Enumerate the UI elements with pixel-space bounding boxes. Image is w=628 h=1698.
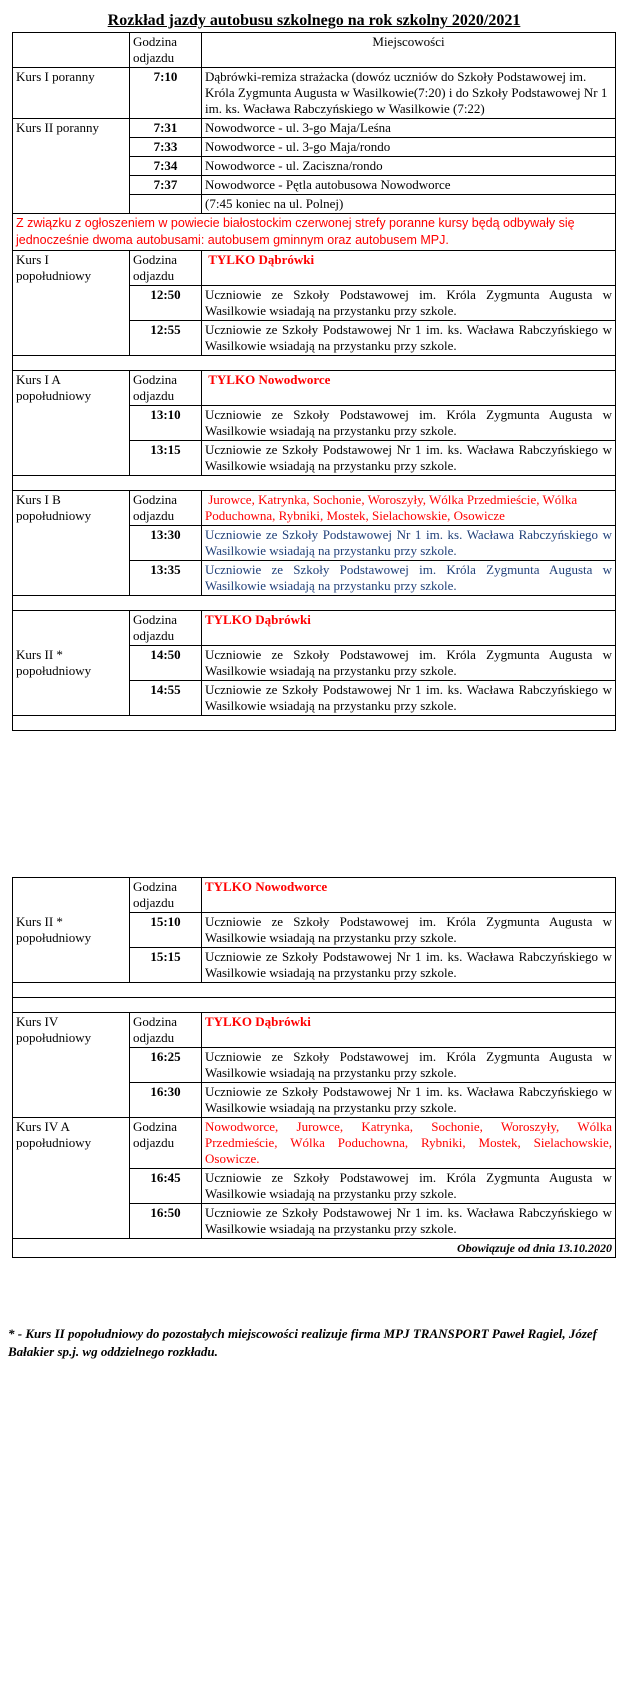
departure-time: 16:50 [130,1204,202,1239]
stop-description: Uczniowie ze Szkoły Podstawowej im. Króla Zygmunta Augusta w Wasilkowie wsiadają na przystanku przy szkole. [202,1048,616,1083]
table-row [13,611,616,646]
stop-description: Uczniowie ze Szkoły Podstawowej Nr 1 im. ks. Wacława Rabczyńskiego w Wasilkowie wsiadają na przystanku przy szkole. [202,441,616,476]
destination: TYLKO Dąbrówki [202,251,616,286]
table-header-row [13,33,616,68]
header-godzina: Godzina odjazdu [130,878,202,913]
kurs-label: Kurs I B popołudniowy [13,491,130,596]
valid-from: Obowiązuje od dnia 13.10.2020 [13,1239,616,1258]
table-row [13,878,616,913]
departure-time: 7:33 [130,138,202,157]
valid-from-row [13,1239,616,1258]
departure-time [130,195,202,214]
destination: TYLKO Nowodworce [202,371,616,406]
departure-time: 14:50 [130,646,202,681]
kurs-label: Kurs IV popołudniowy [13,1013,130,1118]
spacer-row [13,998,616,1013]
kurs-label: Kurs I A popołudniowy [13,371,130,476]
header-godzina: Godzina odjazdu [130,1013,202,1048]
spacer-row [13,596,616,611]
table-row [13,68,616,119]
stop-description: Nowodworce - ul. Zaciszna/rondo [202,157,616,176]
departure-time: 16:30 [130,1083,202,1118]
header-godzina: Godzina odjazdu [130,33,202,68]
departure-time: 15:10 [130,913,202,948]
departure-time: 13:10 [130,406,202,441]
table-row [13,1118,616,1169]
destination: Nowodworce, Jurowce, Katrynka, Sochonie, Woroszyły, Wólka Przedmieście, Wólka Poduchowna, Rybniki, Mostek, Sielachowskie, Osowicze. [202,1118,616,1169]
stop-description: Uczniowie ze Szkoły Podstawowej Nr 1 im. ks. Wacława Rabczyńskiego w Wasilkowie wsiadają na przystanku przy szkole. [202,1083,616,1118]
kurs-label: Kurs II * popołudniowy [13,611,130,716]
kurs-label: Kurs IV A popołudniowy [13,1118,130,1239]
stop-description: Uczniowie ze Szkoły Podstawowej im. Króla Zygmunta Augusta w Wasilkowie wsiadają na przystanku przy szkole. [202,406,616,441]
header-godzina: Godzina odjazdu [130,611,202,646]
header-godzina: Godzina odjazdu [130,251,202,286]
destination: TYLKO Dąbrówki [202,1013,616,1048]
departure-time: 16:45 [130,1169,202,1204]
spacer-row [13,716,616,731]
table-row [13,251,616,286]
table-row [13,1013,616,1048]
destination: Jurowce, Katrynka, Sochonie, Woroszyły, Wólka Przedmieście, Wólka Poduchowna, Rybniki, Mostek, Sielachowskie, Osowicze [202,491,616,526]
stop-description: Uczniowie ze Szkoły Podstawowej Nr 1 im. ks. Wacława Rabczyńskiego w Wasilkowie wsiadają na przystanku przy szkole. [202,526,616,561]
page-title: Rozkład jazdy autobusu szkolnego na rok szkolny 2020/2021 [107,12,521,29]
departure-time: 13:15 [130,441,202,476]
stop-description: Uczniowie ze Szkoły Podstawowej Nr 1 im. ks. Wacława Rabczyńskiego w Wasilkowie wsiadają na przystanku przy szkole. [202,681,616,716]
departure-time: 7:10 [130,68,202,119]
destination: TYLKO Dąbrówki [202,611,616,646]
header-godzina: Godzina odjazdu [130,491,202,526]
departure-time: 15:15 [130,948,202,983]
stop-description: Nowodworce - Pętla autobusowa Nowodworce [202,176,616,195]
departure-time: 13:35 [130,561,202,596]
stop-description: Nowodworce - ul. 3-go Maja/Leśna [202,119,616,138]
header-miejscowosci: Miejscowości [202,33,616,68]
spacer-row [13,356,616,371]
kurs-label: Kurs I poranny [13,68,130,119]
schedule-table-1 [12,32,616,731]
table-row [13,491,616,526]
notice-row [13,214,616,251]
stop-description: Uczniowie ze Szkoły Podstawowej Nr 1 im. ks. Wacława Rabczyńskiego w Wasilkowie wsiadają na przystanku przy szkole. [202,1204,616,1239]
stop-description: Uczniowie ze Szkoły Podstawowej Nr 1 im. ks. Wacława Rabczyńskiego w Wasilkowie wsiadają na przystanku przy szkole. [202,321,616,356]
departure-time: 16:25 [130,1048,202,1083]
destination: TYLKO Nowodworce [202,878,616,913]
table-row [13,119,616,138]
departure-time: 14:55 [130,681,202,716]
stop-description: Uczniowie ze Szkoły Podstawowej im. Króla Zygmunta Augusta w Wasilkowie wsiadają na przystanku przy szkole. [202,913,616,948]
table-row [13,371,616,406]
stop-description: (7:45 koniec na ul. Polnej) [202,195,616,214]
schedule-table-2 [12,877,616,1258]
stop-description: Uczniowie ze Szkoły Podstawowej im. Króla Zygmunta Augusta w Wasilkowie wsiadają na przystanku przy szkole. [202,1169,616,1204]
spacer-row [13,476,616,491]
departure-time: 7:31 [130,119,202,138]
kurs-label: Kurs I popołudniowy [13,251,130,356]
departure-time: 12:50 [130,286,202,321]
stop-description: Uczniowie ze Szkoły Podstawowej im. Króla Zygmunta Augusta w Wasilkowie wsiadają na przystanku przy szkole. [202,561,616,596]
stop-description: Uczniowie ze Szkoły Podstawowej im. Króla Zygmunta Augusta w Wasilkowie wsiadają na przystanku przy szkole. [202,646,616,681]
spacer-row [13,983,616,998]
departure-time: 7:37 [130,176,202,195]
kurs-label: Kurs II * popołudniowy [13,878,130,983]
stop-description: Dąbrówki-remiza strażacka (dowóz uczniów do Szkoły Podstawowej im. Króla Zygmunta Augusta w Wasilkowie(7:20) i do Szkoły Podstawowej Nr 1 im. ks. Wacława Rabczyńskiego w Wasilkowie (7:22) [202,68,616,119]
stop-description: Uczniowie ze Szkoły Podstawowej im. Króla Zygmunta Augusta w Wasilkowie wsiadają na przystanku przy szkole. [202,286,616,321]
departure-time: 7:34 [130,157,202,176]
stop-description: Uczniowie ze Szkoły Podstawowej Nr 1 im. ks. Wacława Rabczyńskiego w Wasilkowie wsiadają na przystanku przy szkole. [202,948,616,983]
departure-time: 13:30 [130,526,202,561]
stop-description: Nowodworce - ul. 3-go Maja/rondo [202,138,616,157]
footnote: * - Kurs II popołudniowy do pozostałych miejscowości realizuje firma MPJ TRANSPORT Paweł Ragiel, Józef Bałakier sp.j. wg oddzielnego rozkładu. [8,1326,597,1359]
header-godzina: Godzina odjazdu [130,371,202,406]
kurs-label: Kurs II poranny [13,119,130,214]
departure-time: 12:55 [130,321,202,356]
red-zone-notice: Z związku z ogłoszeniem w powiecie białostockim czerwonej strefy poranne kursy będą odbywały się jednocześnie dwoma autobusami: autobusem gminnym oraz autobusem MPJ. [13,214,616,251]
header-godzina: Godzina odjazdu [130,1118,202,1169]
